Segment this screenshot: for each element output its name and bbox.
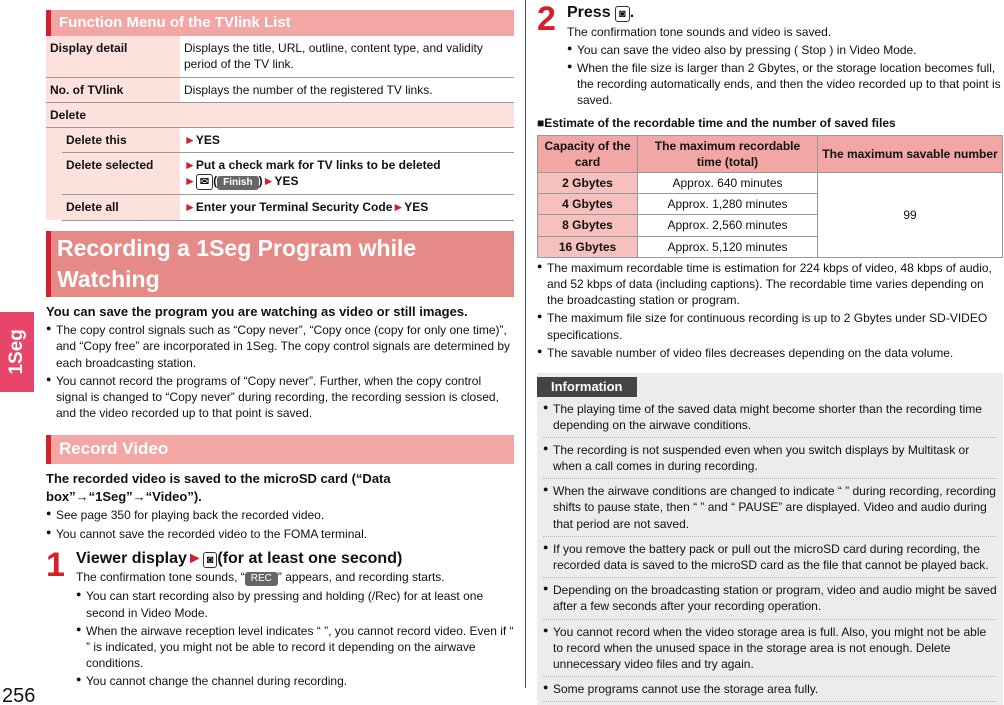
time-cell: Approx. 1,280 minutes (638, 194, 818, 215)
list-item: ● The maximum file size for continuous recording is up to 2 Gbytes under SD-VIDEO specifications. (537, 310, 1003, 342)
column-header: The maximum savable number (818, 135, 1003, 172)
left-column (46, 10, 514, 689)
step-number: 2 (537, 0, 556, 38)
table-row (46, 102, 514, 127)
table-row (46, 195, 514, 220)
step-desc: The confirmation tone sounds, “ REC ” appears, and recording starts. (76, 570, 445, 585)
row-value: Displays the number of the registered TV links. (180, 77, 514, 102)
mail-key-icon: ✉ (196, 174, 213, 190)
arrow-icon: ► (184, 133, 196, 147)
table-row (538, 173, 1003, 194)
column-divider (525, 0, 526, 688)
estimate-title: ■Estimate of the recordable time and the number of saved files (537, 115, 896, 130)
row-key: Display detail (46, 36, 180, 77)
arrow-icon: ► (184, 200, 196, 215)
capacity-cell: 8 Gbytes (538, 215, 638, 236)
column-header: The maximum recordable time (total) (638, 135, 818, 172)
time-cell: Approx. 5,120 minutes (638, 236, 818, 257)
record-video-title: Record Video (46, 435, 514, 464)
capacity-cell: 4 Gbytes (538, 194, 638, 215)
column-header: Capacity of the card (538, 135, 638, 172)
list-item: ● The maximum recordable time is estimation for 224 kbps of video, 48 kbps of audio, and 52 kbps of data (including captions). The recordable time varies depending on the broadcasting station or program. (537, 260, 1003, 309)
step-title: Press ◙ . (567, 4, 635, 21)
table-row (46, 77, 514, 102)
estimate-table (537, 135, 1003, 258)
function-menu-table (46, 36, 514, 220)
time-cell: Approx. 640 minutes (638, 173, 818, 194)
row-key: Delete selected (62, 153, 180, 195)
max-number-cell: 99 (818, 173, 1003, 258)
list-item: ● Some programs cannot use the storage area fully. (543, 681, 997, 702)
list-item: ● If you remove the battery pack or pull out the microSD card during recording, the recorded data is saved to the microSD card as the file that cannot be played back. (543, 541, 997, 578)
table-row (46, 153, 514, 195)
row-value: ►Put a check mark for TV links to be deleted ► ✉ ( Finish )►YES (180, 153, 514, 195)
camera-key-icon: ◙ (615, 6, 630, 22)
step-2 (537, 2, 1003, 109)
function-menu-title: Function Menu of the TVlink List (46, 10, 514, 36)
rec-indicator-icon: REC (245, 572, 278, 586)
table-row (46, 36, 514, 77)
list-item: ● You cannot record when the video storage area is full. Also, you might not be able to record when the unused space in the storage area is not enough. Delete unnecessary video files and try again. (543, 624, 997, 678)
estimate-bullets (537, 260, 1003, 361)
row-value: Displays the title, URL, outline, content type, and validity period of the TV link. (180, 36, 514, 77)
list-item: ● When the airwave conditions are changed to indicate “ ” during recording, recording shifts to pause state, then “ ” and “ PAUSE” are displayed. Video and audio during that period are not saved. (543, 483, 997, 537)
side-tab-label: 1Seg (6, 329, 28, 375)
capacity-cell: 16 Gbytes (538, 236, 638, 257)
list-item: ● You can start recording also by pressing and holding (/Rec) for at least one second in Video Mode. (76, 588, 514, 620)
list-item: ● The recording is not suspended even when you switch displays by Multitask or when a call comes in during recording. (543, 442, 997, 479)
list-item: ● When the file size is larger than 2 Gbytes, or the storage location becomes full, the recording automatically ends, and then the video recorded up to that point is saved. (567, 60, 1003, 109)
list-item: ● You cannot record the programs of “Copy never”. Further, when the copy control signal is changed to “Copy never” during recording, the recording session is closed, and the video recorded up to that point is saved. (46, 373, 514, 422)
arrow-icon: ► (184, 174, 196, 189)
list-item: ● The savable number of video files decreases depending on the data volume. (537, 345, 1003, 361)
information-label: Information (537, 377, 637, 397)
arrow-icon: ► (262, 174, 275, 189)
capacity-cell: 2 Gbytes (538, 173, 638, 194)
list-item: ● The playing time of the saved data might become shorter than the recording time depending on the airwave conditions. (543, 401, 997, 438)
camera-key-icon: ◙ (203, 552, 218, 568)
list-item: ● You cannot save the recorded video to the FOMA terminal. (46, 526, 514, 542)
step-number: 1 (46, 545, 65, 584)
list-item: ● Depending on the broadcasting station or program, video and audio might be saved after a few seconds after your recording operation. (543, 582, 997, 619)
step-1 (46, 545, 514, 690)
row-key: No. of TVlink (46, 77, 180, 102)
information-box (537, 373, 1003, 705)
arrow-icon: ► (392, 200, 405, 215)
arrow-icon: ► (186, 549, 203, 567)
row-value: ►Enter your Terminal Security Code►YES (180, 195, 514, 220)
page-number: 256 (2, 685, 36, 705)
row-key: Delete this (62, 128, 180, 153)
row-value: ►YES (180, 128, 514, 153)
list-item: ● See page 350 for playing back the recorded video. (46, 507, 514, 523)
list-item: ● When the airwave reception level indicates “ ”, you cannot record video. Even if “ ” is indicated, you might not be able to record it depending on the airwave conditions. (76, 623, 514, 672)
side-tab (0, 312, 34, 392)
list-item: ● The copy control signals such as “Copy never”, “Copy once (copy for only one time)”, and “Copy free” are incorporated in 1Seg. The copy control signals are determined by each broadcasting station. (46, 322, 514, 371)
time-cell: Approx. 2,560 minutes (638, 215, 818, 236)
finish-softkey-icon: Finish (217, 176, 258, 190)
recording-title: Recording a 1Seg Program while Watching (46, 231, 514, 297)
list-item: ● You can save the video also by pressing ( Stop ) in Video Mode. (567, 42, 1003, 58)
record-video-bullets (46, 507, 514, 541)
list-item: ● You cannot change the channel during recording. (76, 673, 514, 689)
record-video-lead: The recorded video is saved to the microSD card (“Data box”→“1Seg”→“Video”). (46, 471, 391, 504)
recording-bullets (46, 322, 514, 421)
step-title: Viewer display► ◙ (for at least one second) (76, 549, 403, 567)
row-key: Delete all (62, 195, 180, 220)
table-row (46, 128, 514, 153)
right-column (537, 2, 1003, 705)
recording-lead: You can save the program you are watching as video or still images. (46, 303, 468, 319)
arrow-icon: ► (184, 158, 196, 173)
table-header-row (538, 135, 1003, 172)
delete-label: Delete (46, 102, 514, 127)
step-desc: The confirmation tone sounds and video is saved. (567, 24, 832, 39)
